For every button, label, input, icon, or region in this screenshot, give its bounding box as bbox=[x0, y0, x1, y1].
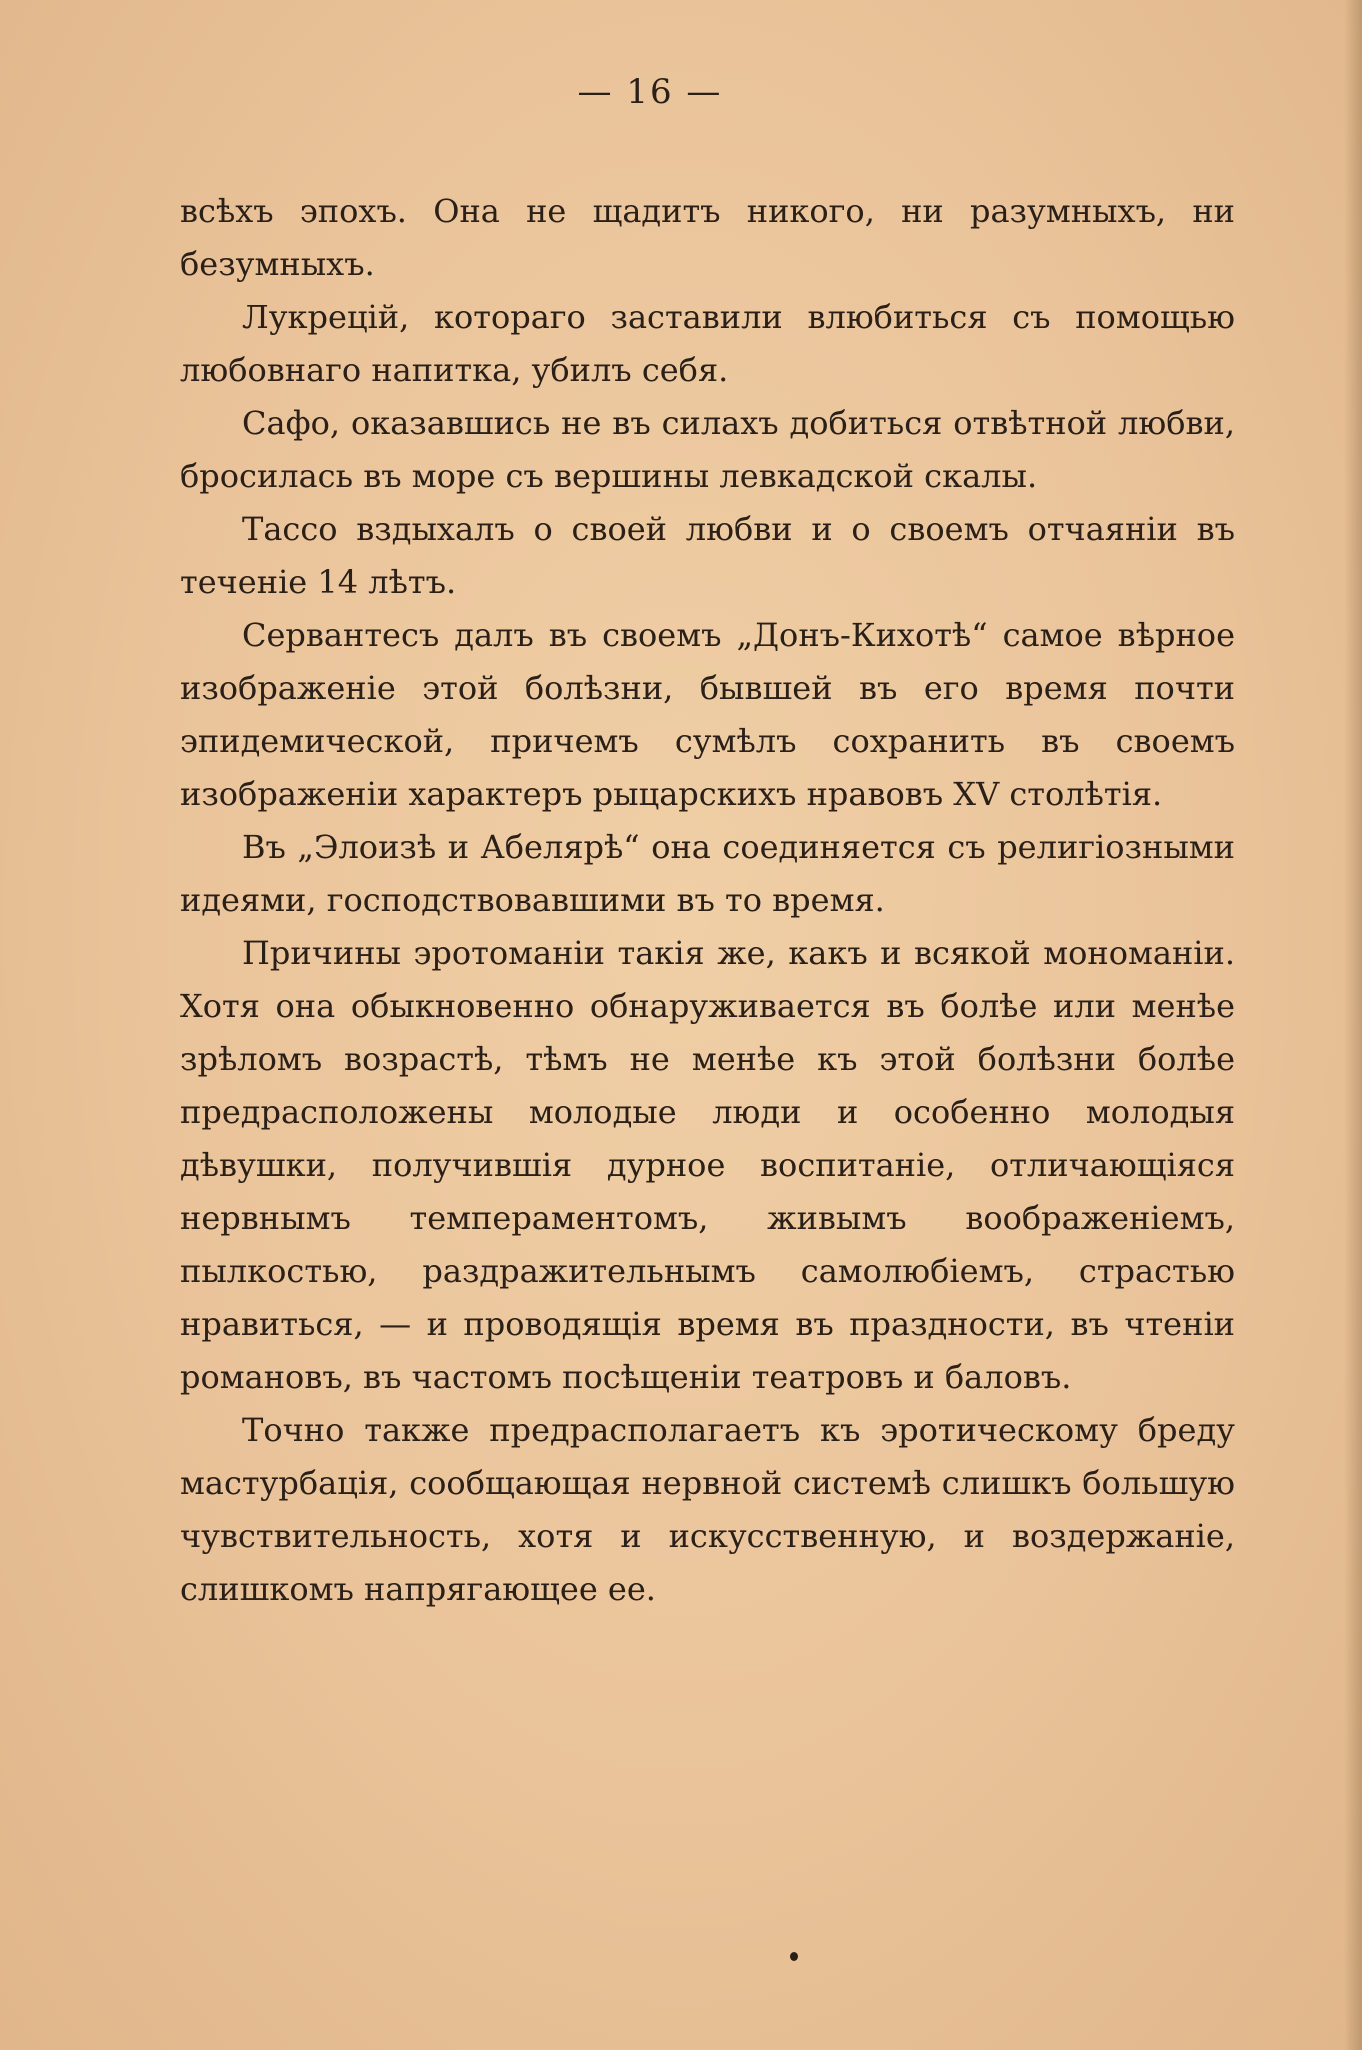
page-edge-shadow bbox=[1344, 0, 1362, 2050]
paragraph-heloise-abelard: Въ „Элоизѣ и Абелярѣ“ она соединяется съ религіозными идеями, господствовавшими въ то время. bbox=[180, 828, 1235, 919]
page-number: — 16 — bbox=[577, 72, 723, 112]
paragraph-causes: Причины эротоманіи такія же, какъ и всякой мономаніи. Хотя она обыкновенно обнаруживается въ болѣе или менѣе зрѣломъ возрастѣ, тѣмъ не менѣе къ этой болѣзни болѣе предрасположены молодые люди и особенно молодыя дѣвушки, получившія дурное воспитаніе, отличающіяся нервнымъ темпераментомъ, живымъ воображеніемъ, пылкостью, раздражительнымъ самолюбіемъ, страстью нравиться, — и проводящія время въ праздности, въ чтеніи романовъ, въ частомъ посѣщеніи театровъ и баловъ. bbox=[180, 934, 1235, 1396]
paragraph-predisposition: Точно также предрасполагаетъ къ эротическому бреду мастурбація, сообщающая нервной системѣ слишкъ большую чувствительность, хотя и искусственную, и воздержаніе, слишкомъ напрягающее ее. bbox=[180, 1411, 1235, 1608]
paragraph-lucretius: Лукрецій, котораго заставили влюбиться съ помощью любовнаго напитка, убилъ себя. bbox=[180, 298, 1235, 389]
ink-speck bbox=[790, 1952, 798, 1961]
paragraph-tasso: Тассо вздыхалъ о своей любви и о своемъ отчаяніи въ теченіе 14 лѣтъ. bbox=[180, 510, 1235, 601]
paragraph-continuation: всѣхъ эпохъ. Она не щадитъ никого, ни разумныхъ, ни безумныхъ. bbox=[180, 192, 1235, 283]
body-text bbox=[180, 185, 1235, 1616]
paragraph-sappho: Сафо, оказавшись не въ силахъ добиться отвѣтной любви, бросилась въ море съ вершины левкадской скалы. bbox=[180, 404, 1235, 495]
paragraph-cervantes: Сервантесъ далъ въ своемъ „Донъ-Кихотѣ“ самое вѣрное изображеніе этой болѣзни, бывшей въ его время почти эпидемической, причемъ сумѣлъ сохранить въ своемъ изображеніи характеръ рыцарскихъ нравовъ XV столѣтія. bbox=[180, 616, 1235, 813]
